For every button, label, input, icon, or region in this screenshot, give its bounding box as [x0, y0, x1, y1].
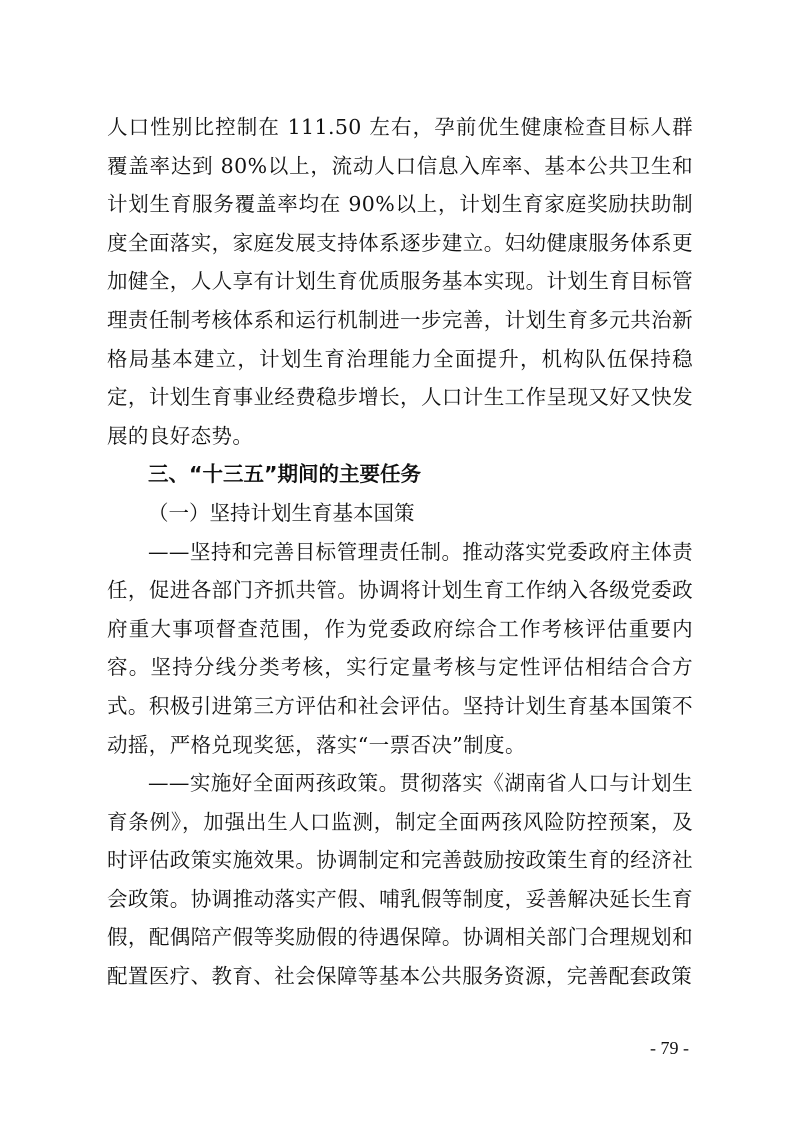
page-number: - 79 -	[650, 1038, 689, 1058]
paragraph-two-child-policy: ——实施好全面两孩政策。贯彻落实《湖南省人口与计划生育条例》，加强出生人口监测，制定全面两孩风险防控预案，及时评估政策实施效果。协调制定和完善鼓励按政策生育的经济社会政策。协调推动落实产假、哺乳假等制度，妥善解决延长生育假，配偶陪产假等奖励假的待遇保障。协调相关部门合理规划和配置医疗、教育、社会保障等基本公共服务资源，完善配套政策	[107, 771, 693, 989]
section-heading: 三、“十三五”期间的主要任务	[148, 462, 421, 487]
subsection-heading: （一）坚持计划生育基本国策	[148, 500, 415, 525]
paragraph-target-management: ——坚持和完善目标管理责任制。推动落实党委政府主体责任，促进各部门齐抓共管。协调将计划生育工作纳入各级党委政府重大事项督查范围，作为党委政府综合工作考核评估重要内容。坚持分线分类考核，实行定量考核与定性评估相结合合方式。积极引进第三方评估和社会评估。坚持计划生育基本国策不动摇，严格兑现奖惩，落实“一票否决”制度。	[107, 539, 693, 757]
page-body	[107, 108, 693, 996]
paragraph-population-targets: 人口性别比控制在 111.50 左右，孕前优生健康检查目标人群覆盖率达到 80%以上，流动人口信息入库率、基本公共卫生和计划生育服务覆盖率均在 90%以上，计划生育家庭奖励扶助制度全面落实，家庭发展支持体系逐步建立。妇幼健康服务体系更加健全，人人享有计划生育优质服务基本实现。计划生育目标管理责任制考核体系和运行机制进一步完善，计划生育多元共治新格局基本建立，计划生育治理能力全面提升，机构队伍保持稳定，计划生育事业经费稳步增长，人口计生工作呈现又好又快发展的良好态势。	[107, 115, 693, 448]
